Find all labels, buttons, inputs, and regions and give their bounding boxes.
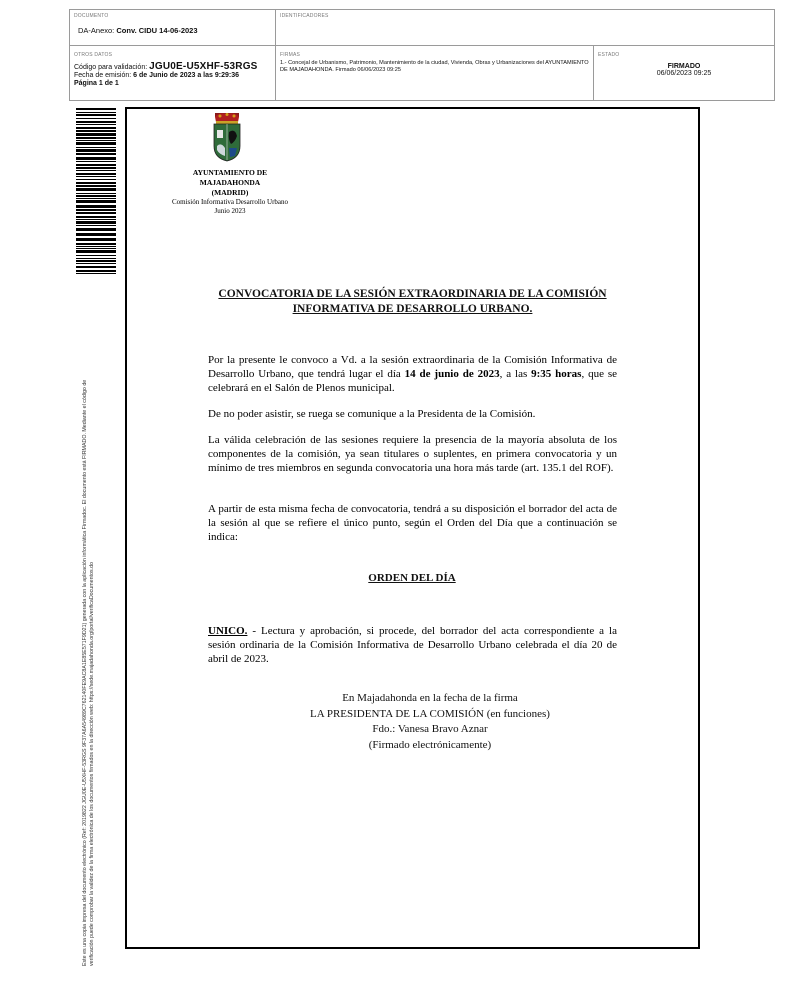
firmas-cell [276,46,594,100]
paragraph-convocatoria: Por la presente le convoco a Vd. a la sesión extraordinaria de la Comisión Informativa de Desarrollo Urbano, que tendrá lugar el día 14 de junio de 2023, a las 9:35 horas, que se celebrará en el Salón de Plenos municipal. [208,354,617,394]
otros-datos-cell [70,46,276,100]
meeting-date: 14 de junio de 2023 [404,368,500,380]
meeting-time: 9:35 horas [531,368,582,380]
barcode-bar [76,200,116,203]
barcode-bar [76,127,116,129]
document-title: CONVOCATORIA DE LA SESIÓN EXTRAORDINARIA DE LA COMISIÓN INFORMATIVA DE DESARROLLO URBANO. [218,288,607,315]
firmas-text: 1.- Concejal de Urbanismo, Patrimonio, Mantenimiento de la ciudad, Vivienda, Obras y Urbanizaciones del AYUNTAMIENTO DE MAJADAHONDA. Firmado 06/06/2023 09:25 [280,60,589,73]
barcode-bar [76,121,116,123]
paragraph-asistencia: De no poder asistir, se ruega se comunique a la Presidenta de la Comisión. [208,408,536,420]
barcode-bar [76,149,116,152]
otros-datos-label: OTROS DATOS [74,52,113,58]
coat-of-arms-icon [211,112,243,162]
estado-value: FIRMADO [667,63,701,70]
org-date: Junio 2023 [214,207,246,215]
barcode-bar [76,108,116,110]
barcode-bar [76,270,116,272]
barcode-bar [76,263,116,264]
barcode-bar [76,205,116,208]
barcode-bar [76,133,116,136]
documento-cell [70,10,276,46]
signature-name: Fdo.: Vanesa Bravo Aznar [372,723,488,735]
estado-label: ESTADO [598,52,620,58]
side-text-line2: verificación puede comprobar la validez de la firma electrónica de los documentos firmados en la dirección web: https://sede.majadahonda.org/portal/verificaDocumentos.do [88,562,95,966]
barcode-bar [76,188,116,191]
documento-prefix: DA-Anexo: [78,26,115,35]
signature-role: LA PRESIDENTA DE LA COMISIÓN (en funciones) [310,707,550,720]
emission-date-label: Fecha de emisión: [74,72,132,79]
barcode-bar [76,233,116,236]
barcode-bar [76,248,116,249]
barcode-bar [76,246,116,247]
validation-code: JGU0E-U5XHF-53RGS [149,61,258,72]
barcode-bar [76,212,116,214]
barcode-bar [76,225,116,226]
barcode [76,108,116,276]
barcode-bar [76,176,116,177]
signature-place: En Majadahonda en la fecha de la firma [342,692,518,704]
barcode-bar [76,124,116,125]
barcode-bar [76,140,116,141]
barcode-bar [76,161,116,162]
barcode-bar [76,266,116,268]
emission-date: 6 de Junio de 2023 a las 9:29:36 [133,72,239,79]
barcode-bar [76,167,116,169]
agenda-item-label: UNICO. [208,625,248,637]
barcode-bar [76,228,116,231]
barcode-bar [76,157,116,160]
barcode-bar [76,112,116,113]
document-metadata-header [69,9,775,101]
org-name-2: MAJADAHONDA [199,178,261,187]
orden-del-dia-heading: ORDEN DEL DÍA [368,572,456,584]
barcode-bar [76,173,116,175]
barcode-bar [76,114,116,116]
identificadores-label: IDENTIFICADORES [280,13,329,19]
agenda-item-text: - Lectura y aprobación, si procede, del borrador del acta correspondiente a la sesión ordinaria de la Comisión Informativa de Desarrollo Urbano celebrada el día 20 de abril de 2023. [208,625,617,665]
barcode-bar [76,238,116,241]
documento-value: Conv. CIDU 14-06-2023 [116,26,198,35]
agenda-item [208,624,617,666]
barcode-bar [76,219,116,220]
documento-label: DOCUMENTO [74,13,109,19]
barcode-bar [76,130,116,132]
barcode-bar [76,198,116,199]
signature-block [250,691,610,753]
organization-block [150,168,310,216]
barcode-bar [76,243,116,245]
org-commission: Comisión Informativa Desarrollo Urbano [171,198,289,206]
barcode-bar [76,193,116,194]
barcode-bar [76,273,116,274]
signature-note: (Firmado electrónicamente) [368,738,492,751]
org-name-3: (MADRID) [211,188,249,197]
org-name-1: AYUNTAMIENTO DE [192,168,268,177]
documento-value-line [78,26,271,35]
barcode-bar [76,216,116,218]
estado-date: 06/06/2023 09:25 [656,70,712,77]
barcode-bar [76,250,116,253]
barcode-bar [76,147,116,148]
side-verification-text [82,296,95,966]
barcode-bar [76,164,116,166]
side-text-line1: Este es una copia impresa del documento electrónico (Ref: 2019822 JGU0E-U5XHF-53RGS 9F37A6A54989C762140FE9AC8A1E85E571F9D21) generada con la aplicación informática Firmadoc. El documento está FIRMADO. Mediante el código de [82,379,88,966]
paragraph-quorum: La válida celebración de las sesiones requiere la presencia de la mayoría absoluta de los componentes de la comisión, ya sean titulares o suplentes, en primera convocatoria y un mínimo de tres miembros en segunda convocatoria una hora más tarde (art. 135.1 del ROF). [208,434,617,474]
barcode-bar [76,182,116,184]
estado-cell [594,46,774,100]
page-count: Página 1 de 1 [74,80,119,87]
validation-code-label: Código para validación: [74,64,148,71]
barcode-bar [76,221,116,224]
barcode-bar [76,195,116,197]
barcode-bar [76,255,116,256]
barcode-bar [76,170,116,171]
barcode-bar [76,137,116,139]
barcode-bar [76,142,116,145]
barcode-bar [76,209,116,211]
firmas-label: FIRMAS [280,52,301,58]
barcode-bar [76,260,116,262]
barcode-bar [76,258,116,259]
identificadores-cell [276,10,774,46]
emission-date-line [74,72,271,80]
paragraph-borrador: A partir de esta misma fecha de convocatoria, tendrá a su disposición el borrador del acta de la sesión al que se refiere el único punto, según el Orden del Día que a continuación se indica: [208,503,617,543]
barcode-bar [76,153,116,155]
validation-code-line [74,61,271,72]
barcode-bar [76,185,116,187]
barcode-bar [76,118,116,119]
barcode-bar [76,179,116,180]
